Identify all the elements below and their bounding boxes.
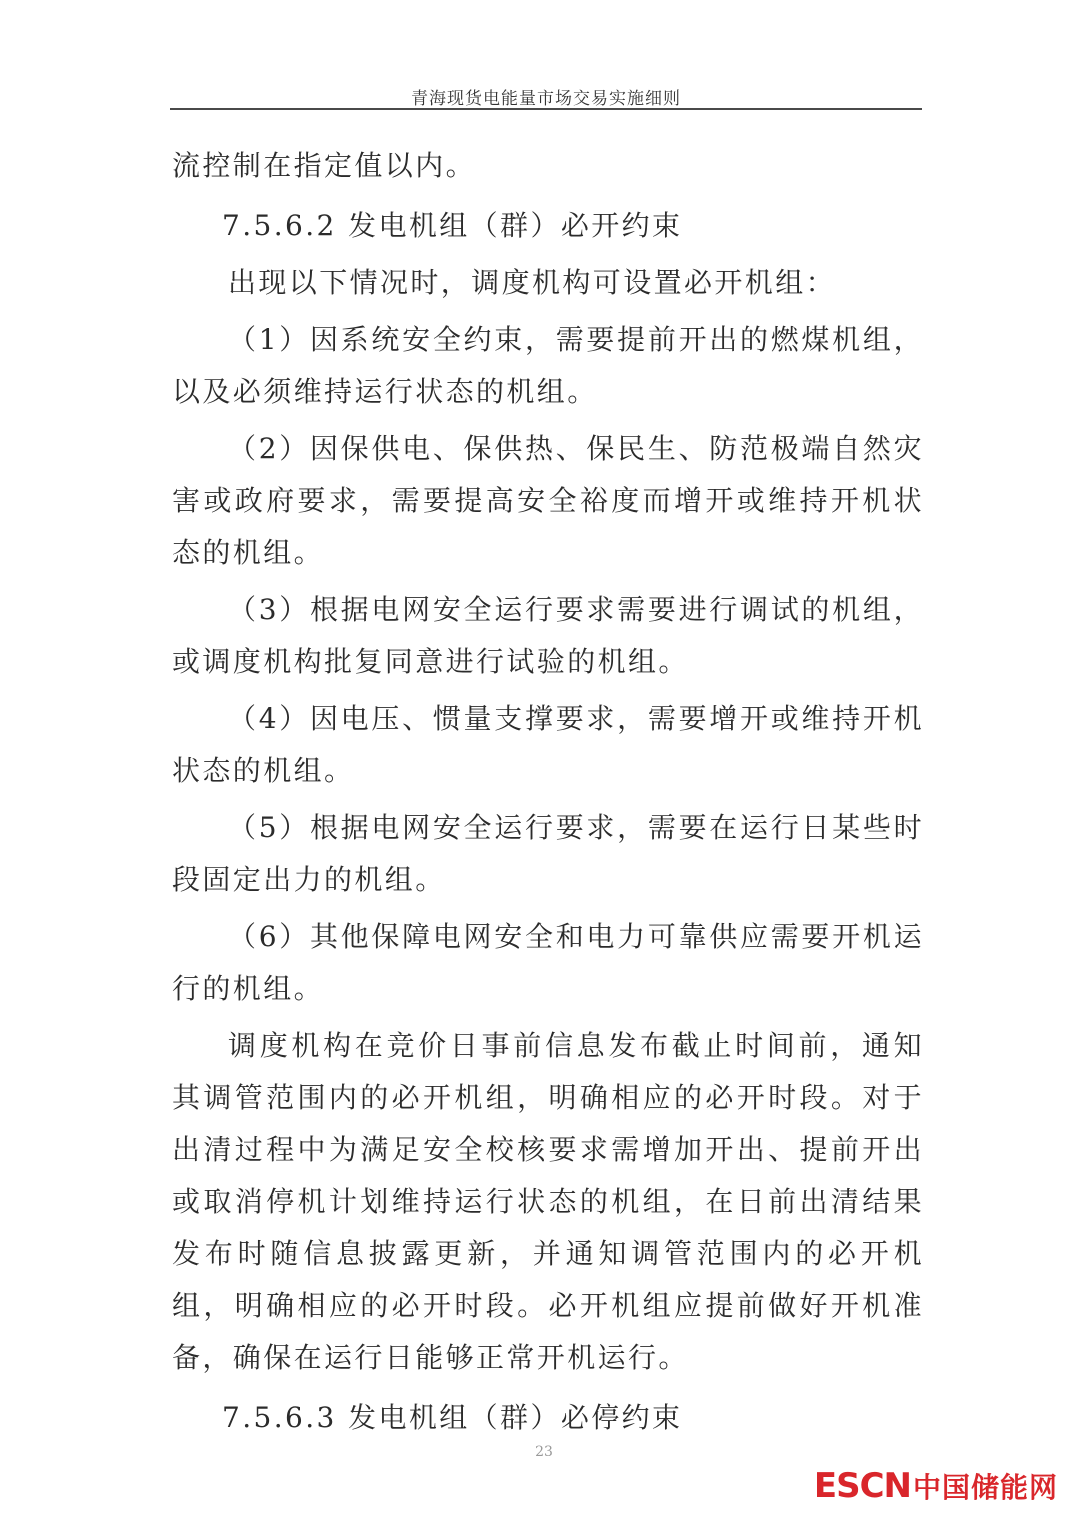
escn-watermark-logo bbox=[814, 1466, 1058, 1506]
watermark-chinese: 中国储能网 bbox=[912, 1471, 1058, 1504]
section-heading-7-5-6-3: 7.5.6.3 发电机组（群）必停约束 bbox=[222, 1401, 683, 1434]
watermark-latin: ESCN bbox=[813, 1466, 911, 1506]
section-heading-7-5-6-2: 7.5.6.2 发电机组（群）必开约束 bbox=[222, 209, 683, 242]
page-number: 23 bbox=[535, 1444, 553, 1460]
list-item-1: （1）因系统安全约束，需要提前开出的燃煤机组，以及必须维持运行状态的机组。 bbox=[172, 323, 924, 408]
running-header: 青海现货电能量市场交易实施细则 bbox=[411, 89, 681, 109]
body-text bbox=[172, 140, 924, 1444]
list-item-2: （2）因保供电、保供热、保民生、防范极端自然灾害或政府要求，需要提高安全裕度而增开或维持开机状态的机组。 bbox=[172, 432, 924, 569]
continuation-paragraph: 流控制在指定值以内。 bbox=[172, 149, 477, 182]
header-rule bbox=[170, 108, 922, 110]
list-item-4: （4）因电压、惯量支撑要求，需要增开或维持开机状态的机组。 bbox=[172, 702, 924, 787]
list-item-6: （6）其他保障电网安全和电力可靠供应需要开机运行的机组。 bbox=[172, 920, 924, 1005]
notification-paragraph: 调度机构在竞价日事前信息发布截止时间前，通知其调管范围内的必开机组，明确相应的必开时段。对于出清过程中为满足安全校核要求需增加开出、提前开出或取消停机计划维持运行状态的机组，在日前出清结果发布时随信息披露更新，并通知调管范围内的必开机组，明确相应的必开时段。必开机组应提前做好开机准备，确保在运行日能够正常开机运行。 bbox=[172, 1029, 924, 1374]
list-item-5: （5）根据电网安全运行要求，需要在运行日某些时段固定出力的机组。 bbox=[172, 811, 924, 896]
list-item-3: （3）根据电网安全运行要求需要进行调试的机组，或调度机构批复同意进行试验的机组。 bbox=[172, 593, 924, 678]
intro-paragraph: 出现以下情况时，调度机构可设置必开机组： bbox=[228, 266, 837, 299]
